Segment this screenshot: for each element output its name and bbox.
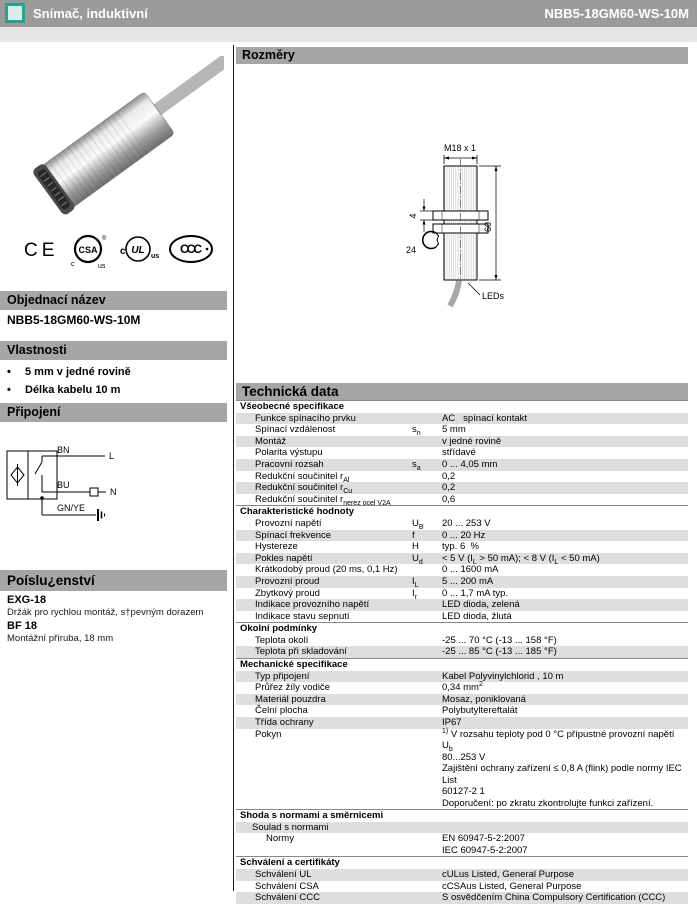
- svg-text:c: c: [120, 246, 126, 257]
- spec-row: [236, 599, 688, 611]
- csa-logo: [71, 235, 107, 270]
- spec-value: < 5 V ($I_L > 50$ mA); < 8 V ($I_L < 50$ mA): [442, 552, 600, 566]
- spec-row: [236, 413, 688, 425]
- spec-row: [236, 729, 688, 810]
- spec-value: typ. 6 %: [442, 541, 479, 553]
- spec-label: Schválení a certifikáty: [240, 857, 340, 869]
- spec-label: Schválení CSA: [255, 880, 319, 892]
- order-name-value: NBB5-18GM60-WS-10M: [7, 313, 141, 327]
- spec-value: LED dioda, žlutá: [442, 610, 512, 622]
- spec-row: [236, 436, 688, 448]
- spec-label: Indikace provozního napětí: [255, 599, 370, 611]
- spec-label: Pokles napětí: [255, 552, 313, 564]
- wire-label-bu: BU: [57, 480, 70, 490]
- spec-value: 0 ... 1600 mA: [442, 564, 499, 576]
- title-bar: [0, 0, 697, 27]
- connection-header: Připojení: [0, 403, 227, 422]
- spec-symbol: $I_L$: [412, 575, 419, 589]
- spec-row: [236, 471, 688, 483]
- spec-row: [236, 459, 688, 471]
- spec-label: Třída ochrany: [255, 717, 314, 729]
- spec-label: Funkce spínacího prvku: [255, 412, 356, 424]
- spec-label: Průřez žíly vodiče: [255, 682, 330, 694]
- spec-label: Pokyn: [255, 728, 282, 740]
- feature-item: • 5 mm v jedné rovině: [7, 366, 131, 378]
- accessory-desc: Držák pro rychlou montáž, s†pevným dorazem: [7, 607, 204, 618]
- spec-label: Mechanické specifikace: [240, 659, 348, 671]
- feature-item: • Délka kabelu 10 m: [7, 384, 121, 396]
- product-number: NBB5-18GM60-WS-10M: [544, 6, 689, 21]
- spec-value: 0 ... 1,7 mA typ.: [442, 587, 509, 599]
- thread-dimension-label: M18 x 1: [443, 143, 477, 153]
- tech-table-rows: [236, 400, 688, 904]
- spec-label: Redukční součinitel $r_{Cu}$: [255, 482, 353, 496]
- spec-label: Pracovní rozsah: [255, 458, 324, 470]
- switch-symbol-icon: [35, 456, 42, 492]
- accessory-name: EXG-18: [7, 594, 47, 606]
- ce-logo: CE: [24, 240, 59, 261]
- spec-value: Mosaz, poniklovaná: [442, 693, 526, 705]
- spec-value: IP67: [442, 717, 462, 729]
- spec-symbol: $U_B$: [412, 517, 424, 531]
- wire-label-l: L: [109, 451, 115, 461]
- spec-symbol: $s_n$: [412, 424, 421, 438]
- spec-label: Montáž: [255, 435, 287, 447]
- svg-text:us: us: [98, 263, 106, 270]
- spec-label: Indikace stavu sepnutí: [255, 610, 350, 622]
- sensor-symbol-icon: [11, 464, 24, 486]
- spec-row: [236, 705, 688, 717]
- spec-value: 0 ... 20 Hz: [442, 529, 486, 541]
- spec-value: 0,34 $mm^2$: [442, 681, 483, 694]
- sensor-cable: [147, 56, 224, 120]
- spec-label: Charakteristické hodnoty: [240, 506, 355, 518]
- spec-row: [236, 611, 688, 623]
- spec-section-row: [236, 622, 688, 635]
- spec-section-row: [236, 400, 688, 413]
- spec-value: EN 60947-5-2:2007 IEC 60947-5-2:2007: [442, 833, 528, 856]
- dimension-drawing: [380, 125, 620, 320]
- spec-row: [236, 553, 688, 565]
- spec-value: S osvědčením China Compulsory Certification (CCC): [442, 892, 666, 904]
- accessories-header: Poíslu¿enství: [0, 570, 227, 591]
- column-divider: [233, 45, 234, 891]
- spec-symbol: H: [412, 541, 419, 553]
- spec-row: [236, 682, 688, 694]
- spec-label: Normy: [266, 833, 294, 845]
- spec-value: -25 ... 85 °C (-13 ... 185 °F): [442, 646, 557, 658]
- spec-value: v jedné rovině: [442, 435, 502, 447]
- spec-row: [236, 671, 688, 683]
- cable-drawing: [450, 281, 459, 306]
- spec-label: Shoda s normami a směrnicemi: [240, 810, 384, 822]
- nut-dimension-label: 4: [408, 213, 418, 219]
- spec-row: [236, 447, 688, 459]
- svg-text:®: ®: [102, 236, 107, 242]
- bullet-icon: •: [7, 384, 11, 396]
- connection-diagram: [0, 434, 233, 539]
- wire-label-n: N: [110, 487, 117, 497]
- spec-row: [236, 424, 688, 436]
- spec-row: [236, 694, 688, 706]
- page-title: Snímač, induktivní: [33, 6, 148, 21]
- spec-label: Hystereze: [255, 541, 298, 553]
- spec-row: [236, 881, 688, 893]
- spec-value: Polybutyltereftalát: [442, 705, 518, 717]
- wire-label-bn: BN: [57, 445, 70, 455]
- ground-symbol-icon: [98, 509, 105, 521]
- accessory-desc: Montážní příruba, 18 mm: [7, 633, 114, 644]
- spec-row: [236, 494, 688, 506]
- brand-square-icon: [5, 3, 25, 23]
- spec-label: Redukční součinitel $r_{nerez ocel V2A}$: [255, 493, 391, 507]
- spec-value: 5 ... 200 mA: [442, 575, 494, 587]
- spec-value: cULus Listed, General Purpose: [442, 868, 575, 880]
- order-name-header: Objednací název: [0, 291, 227, 310]
- spec-label: Zbytkový proud: [255, 587, 320, 599]
- spec-row: [236, 646, 688, 658]
- spec-label: Soulad s normami: [252, 821, 329, 833]
- spec-row: [236, 518, 688, 530]
- spec-value: střídavé: [442, 447, 476, 459]
- spec-label: Teplota okolí: [255, 634, 309, 646]
- ccc-logo: [170, 236, 212, 262]
- spec-row: [236, 541, 688, 553]
- spec-value: cCSAus Listed, General Purpose: [442, 880, 582, 892]
- spec-value: 0,2: [442, 482, 456, 494]
- spec-section-row: [236, 856, 688, 869]
- spec-symbol: f: [412, 529, 415, 541]
- accessory-name: BF 18: [7, 620, 37, 632]
- length-dimension-label: 60: [483, 221, 493, 233]
- spec-row: [236, 822, 688, 834]
- bullet-icon: •: [7, 366, 11, 378]
- spec-row: [236, 892, 688, 904]
- svg-text:us: us: [151, 253, 160, 260]
- spec-label: Spínací vzdálenost: [255, 424, 336, 436]
- ul-logo: [120, 237, 159, 261]
- spec-value: Kabel Polyvinylchlorid , 10 m: [442, 670, 564, 682]
- spec-symbol: $I_r$: [412, 587, 417, 601]
- svg-text:CCC: CCC: [180, 242, 200, 256]
- wrench-icon: [423, 232, 439, 249]
- load-symbol: [90, 488, 98, 496]
- spec-section-row: [236, 658, 688, 671]
- spec-row: [236, 833, 688, 856]
- spec-label: Všeobecné specifikace: [240, 401, 345, 412]
- spec-label: Krátkodobý proud (20 ms, 0,1 Hz): [255, 564, 398, 576]
- leds-leader-line: [468, 283, 480, 295]
- spec-row: [236, 530, 688, 542]
- spec-label: Redukční součinitel $r_{Al}$: [255, 470, 350, 484]
- leds-label: LEDs: [482, 291, 505, 301]
- wire-label-gnye: GN/YE: [57, 503, 86, 513]
- spec-label: Teplota při skladování: [255, 646, 347, 658]
- spec-value: $^{1)}$ V rozsahu teploty pod 0 °C přípustné provozní napětí $U_b$ 80...253 V Zajištění ochrany zařízení ≤ 0,8 A (flink) podle normy IEC List 60127-2 1 Doporučení: po zkratu zkontrolujte funkci zařízení.: [442, 727, 682, 809]
- spec-section-row: [236, 809, 688, 822]
- spec-value: 0,6: [442, 493, 456, 505]
- spec-value: AC spínací kontakt: [442, 412, 528, 424]
- spec-value: 0,2: [442, 470, 456, 482]
- wrench-size-label: 24: [406, 245, 417, 255]
- spec-label: Schválení UL: [255, 868, 312, 880]
- technical-data-header: Technická data: [236, 383, 688, 400]
- svg-text:UL: UL: [131, 245, 145, 256]
- spec-value: 5 mm: [442, 424, 466, 436]
- spec-row: [236, 482, 688, 494]
- features-header: Vlastnosti: [0, 341, 227, 360]
- dimensions-header: Rozměry: [236, 47, 688, 64]
- svg-text:CSA: CSA: [78, 245, 98, 255]
- spec-value: 0 ... 4,05 mm: [442, 458, 498, 470]
- spec-row: [236, 576, 688, 588]
- header-strip: [0, 27, 697, 42]
- product-photo: [12, 56, 224, 232]
- spec-label: Schválení CCC: [255, 892, 320, 904]
- certification-logos: [18, 230, 218, 274]
- spec-label: Čelní plocha: [255, 705, 308, 717]
- spec-label: Polarita výstupu: [255, 447, 323, 459]
- spec-label: Provozní proud: [255, 575, 320, 587]
- spec-symbol: $s_a$: [412, 458, 421, 472]
- spec-row: [236, 717, 688, 729]
- spec-value: -25 ... 70 °C (-13 ... 158 °F): [442, 634, 557, 646]
- spec-label: Okolní podmínky: [240, 623, 318, 635]
- spec-label: Typ připojení: [255, 670, 310, 682]
- spec-section-row: [236, 505, 688, 518]
- spec-label: Materiál pouzdra: [255, 693, 326, 705]
- nut-dimension: [420, 199, 433, 232]
- spec-value: 20 ... 253 V: [442, 517, 491, 529]
- spec-row: [236, 635, 688, 647]
- spec-label: Provozní napětí: [255, 517, 322, 529]
- spec-row: [236, 869, 688, 881]
- svg-text:c: c: [71, 261, 75, 268]
- spec-value: LED dioda, zelená: [442, 599, 520, 611]
- spec-symbol: $U_d$: [412, 552, 423, 566]
- spec-row: [236, 588, 688, 600]
- spec-label: Spínací frekvence: [255, 529, 332, 541]
- spec-row: [236, 564, 688, 576]
